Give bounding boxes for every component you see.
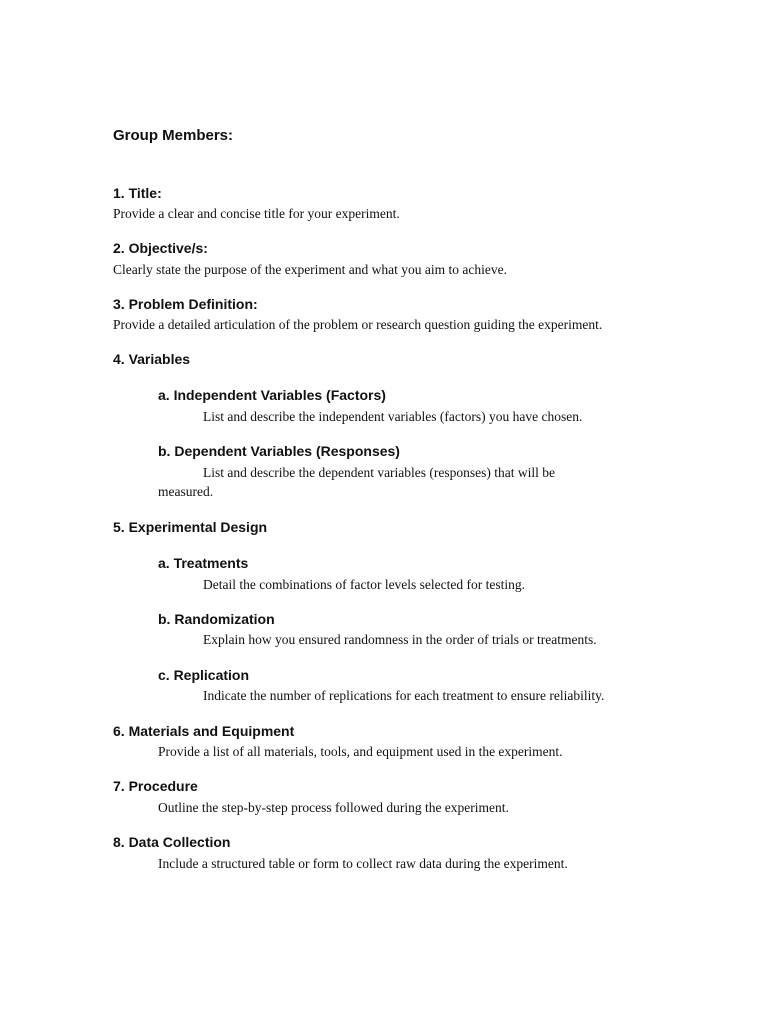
section-experimental-design-heading: 5. Experimental Design xyxy=(113,519,268,535)
section-objectives-text: Clearly state the purpose of the experiment and what you aim to achieve. xyxy=(113,262,507,277)
section-problem-definition-heading: 3. Problem Definition: xyxy=(113,296,258,312)
section-variables-heading: 4. Variables xyxy=(113,351,191,367)
treatments-heading: a. Treatments xyxy=(158,555,249,571)
dependent-variables-text-line1: List and describe the dependent variables (responses) that will be xyxy=(203,465,556,480)
section-problem-definition-text: Provide a detailed articulation of the problem or research question guiding the experiment. xyxy=(113,317,603,332)
dependent-variables-text-line2: measured. xyxy=(158,484,214,499)
section-objectives-heading: 2. Objective/s: xyxy=(113,240,208,256)
section-materials-heading: 6. Materials and Equipment xyxy=(113,723,295,739)
replication-text: Indicate the number of replications for each treatment to ensure reliability. xyxy=(203,688,605,703)
treatments-text: Detail the combinations of factor levels selected for testing. xyxy=(203,577,526,592)
section-procedure-text: Outline the step-by-step process followed during the experiment. xyxy=(158,800,509,815)
dependent-variables-heading: b. Dependent Variables (Responses) xyxy=(158,443,400,459)
randomization-heading: b. Randomization xyxy=(158,611,275,627)
section-procedure-heading: 7. Procedure xyxy=(113,778,198,794)
randomization-text: Explain how you ensured randomness in the order of trials or treatments. xyxy=(203,632,597,647)
section-title-text: Provide a clear and concise title for your experiment. xyxy=(113,206,400,221)
section-materials-text: Provide a list of all materials, tools, and equipment used in the experiment. xyxy=(158,744,563,759)
group-members-heading: Group Members: xyxy=(113,127,234,144)
section-title-heading: 1. Title: xyxy=(113,185,162,201)
independent-variables-text: List and describe the independent variables (factors) you have chosen. xyxy=(203,409,583,424)
section-data-collection-text: Include a structured table or form to collect raw data during the experiment. xyxy=(158,856,568,871)
independent-variables-heading: a. Independent Variables (Factors) xyxy=(158,387,386,403)
replication-heading: c. Replication xyxy=(158,667,250,683)
section-data-collection-heading: 8. Data Collection xyxy=(113,834,231,850)
